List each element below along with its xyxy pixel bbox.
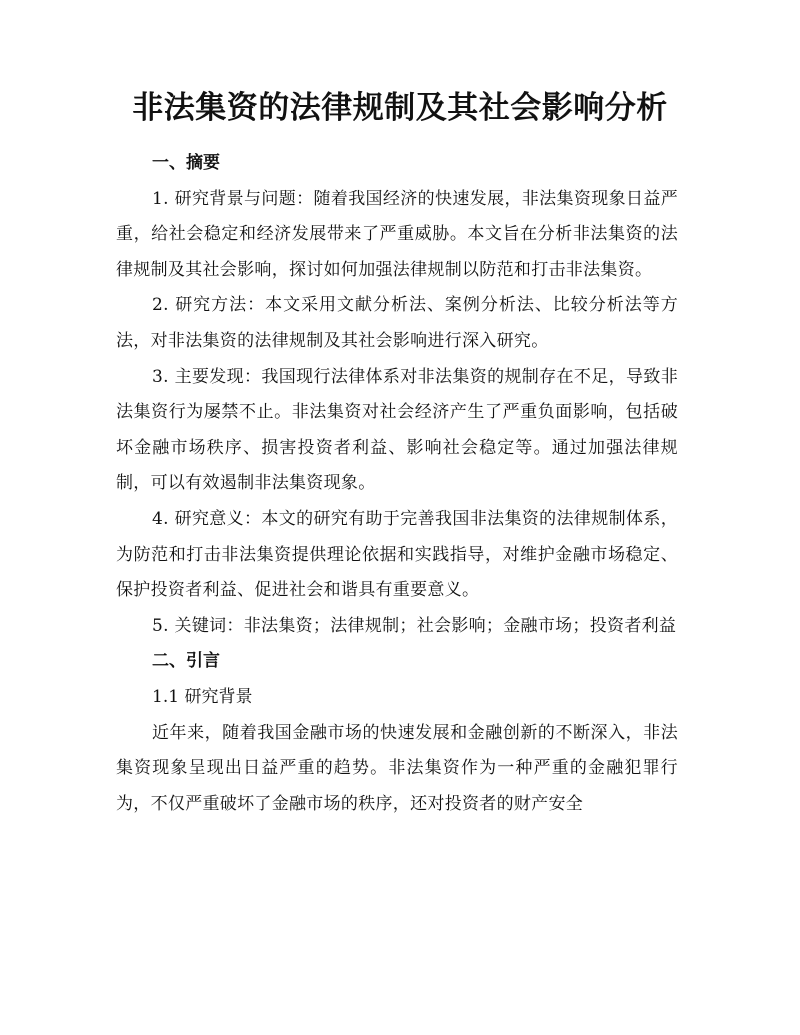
intro-heading: 二、引言: [152, 651, 220, 672]
document-title: 非法集资的法律规制及其社会影响分析: [132, 90, 668, 126]
abstract-item-keywords: 5. 关键词：非法集资；法律规制；社会影响；金融市场；投资者利益: [152, 615, 677, 636]
abstract-item-significance: 4. 研究意义：本文的研究有助于完善我国非法集资的法律规制体系，为防范和打击非法集资提供理论依据和实践指导，对维护金融市场稳定、保护投资者利益、促进社会和谐具有重要意义。: [116, 508, 678, 601]
intro-subheading: 1.1 研究背景: [152, 686, 253, 707]
document-body: [116, 146, 678, 822]
abstract-item-methods: 2. 研究方法：本文采用文献分析法、案例分析法、比较分析法等方法，对非法集资的法律规制及其社会影响进行深入研究。: [116, 295, 678, 351]
abstract-item-background: 1. 研究背景与问题：随着我国经济的快速发展，非法集资现象日益严重，给社会稳定和经济发展带来了严重威胁。本文旨在分析非法集资的法律规制及其社会影响，探讨如何加强法律规制以防范和打击非法集资。: [116, 188, 678, 280]
intro-paragraph: 近年来，随着我国金融市场的快速发展和金融创新的不断深入，非法集资现象呈现出日益严重的趋势。非法集资作为一种严重的金融犯罪行为，不仅严重破坏了金融市场的秩序，还对投资者的财产安全: [116, 722, 678, 814]
abstract-item-findings: 3. 主要发现：我国现行法律体系对非法集资的规制存在不足，导致非法集资行为屡禁不止。非法集资对社会经济产生了严重负面影响，包括破坏金融市场秩序、损害投资者利益、影响社会稳定等。通过加强法律规制，可以有效遏制非法集资现象。: [116, 366, 678, 494]
abstract-heading: 一、摘要: [152, 153, 220, 173]
